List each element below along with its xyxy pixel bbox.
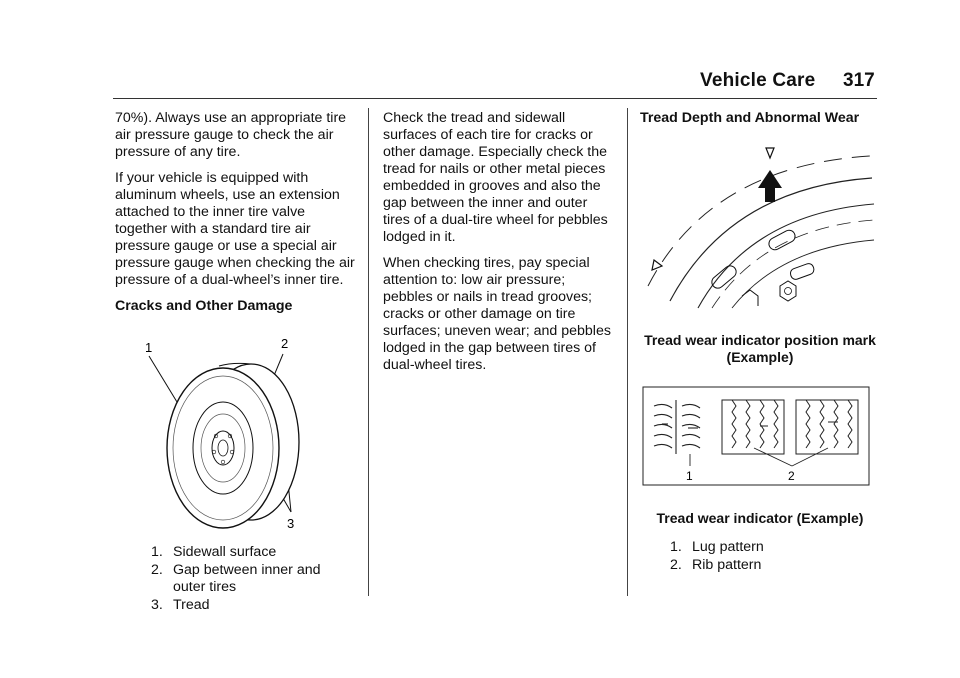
column-divider <box>368 108 369 596</box>
column-1 <box>115 110 355 615</box>
figure-caption: Tread wear indicator position mark (Example) <box>644 332 876 365</box>
list-item: 2. Rib pattern <box>670 557 762 573</box>
paragraph: 70%). Always use an appropriate tire air pressure gauge to check the air pressure of any tire. <box>115 110 347 160</box>
list-item: 1. Sidewall surface <box>151 544 277 560</box>
paragraph: If your vehicle is equipped with aluminum wheels, use an extension attached to the inner tire valve together with a standard tire air pressure gauge or use a special air pressure gauge when checking the air pressure of a dual-wheel’s inner tire. <box>115 170 355 288</box>
figure-legend-list <box>670 539 850 574</box>
callout-1: 1 <box>686 469 693 483</box>
column-2 <box>383 110 613 383</box>
tread-wear-indicator-illustration <box>642 386 870 486</box>
column-divider <box>627 108 628 596</box>
section-title: Vehicle Care <box>700 70 816 91</box>
heading-tread-depth: Tread Depth and Abnormal Wear <box>640 110 860 126</box>
list-item: 3. Tread <box>151 597 210 613</box>
paragraph: When checking tires, pay special attention to: low air pressure; pebbles or nails in tread grooves; cracks or other damage on tire surfaces; uneven wear; and pebbles lodged in the gap between tires of dual-wheel tires. <box>383 255 611 373</box>
callout-1: 1 <box>145 340 153 355</box>
figure-legend-list <box>151 544 351 614</box>
dual-tire-illustration <box>115 324 355 531</box>
list-item: 2. Gap between inner and outer tires <box>151 562 321 595</box>
paragraph: Check the tread and sidewall surfaces of each tire for cracks or other damage. Especially check the tread for nails or other metal pieces embedded in grooves and also the gap between the inner and outer tires of a dual-tire wheel for pebbles lodged in it. <box>383 110 608 245</box>
page-header <box>0 0 960 100</box>
header-rule <box>113 98 877 99</box>
page-number: 317 <box>843 70 875 91</box>
tread-wear-position-mark-illustration <box>640 136 880 306</box>
callout-2: 2 <box>281 336 289 351</box>
figure-caption: Tread wear indicator (Example) <box>656 510 864 526</box>
column-3 <box>640 110 885 575</box>
list-item: 1. Lug pattern <box>670 539 764 555</box>
callout-2: 2 <box>788 469 795 483</box>
heading-cracks-damage: Cracks and Other Damage <box>115 298 293 314</box>
callout-3: 3 <box>287 516 295 531</box>
